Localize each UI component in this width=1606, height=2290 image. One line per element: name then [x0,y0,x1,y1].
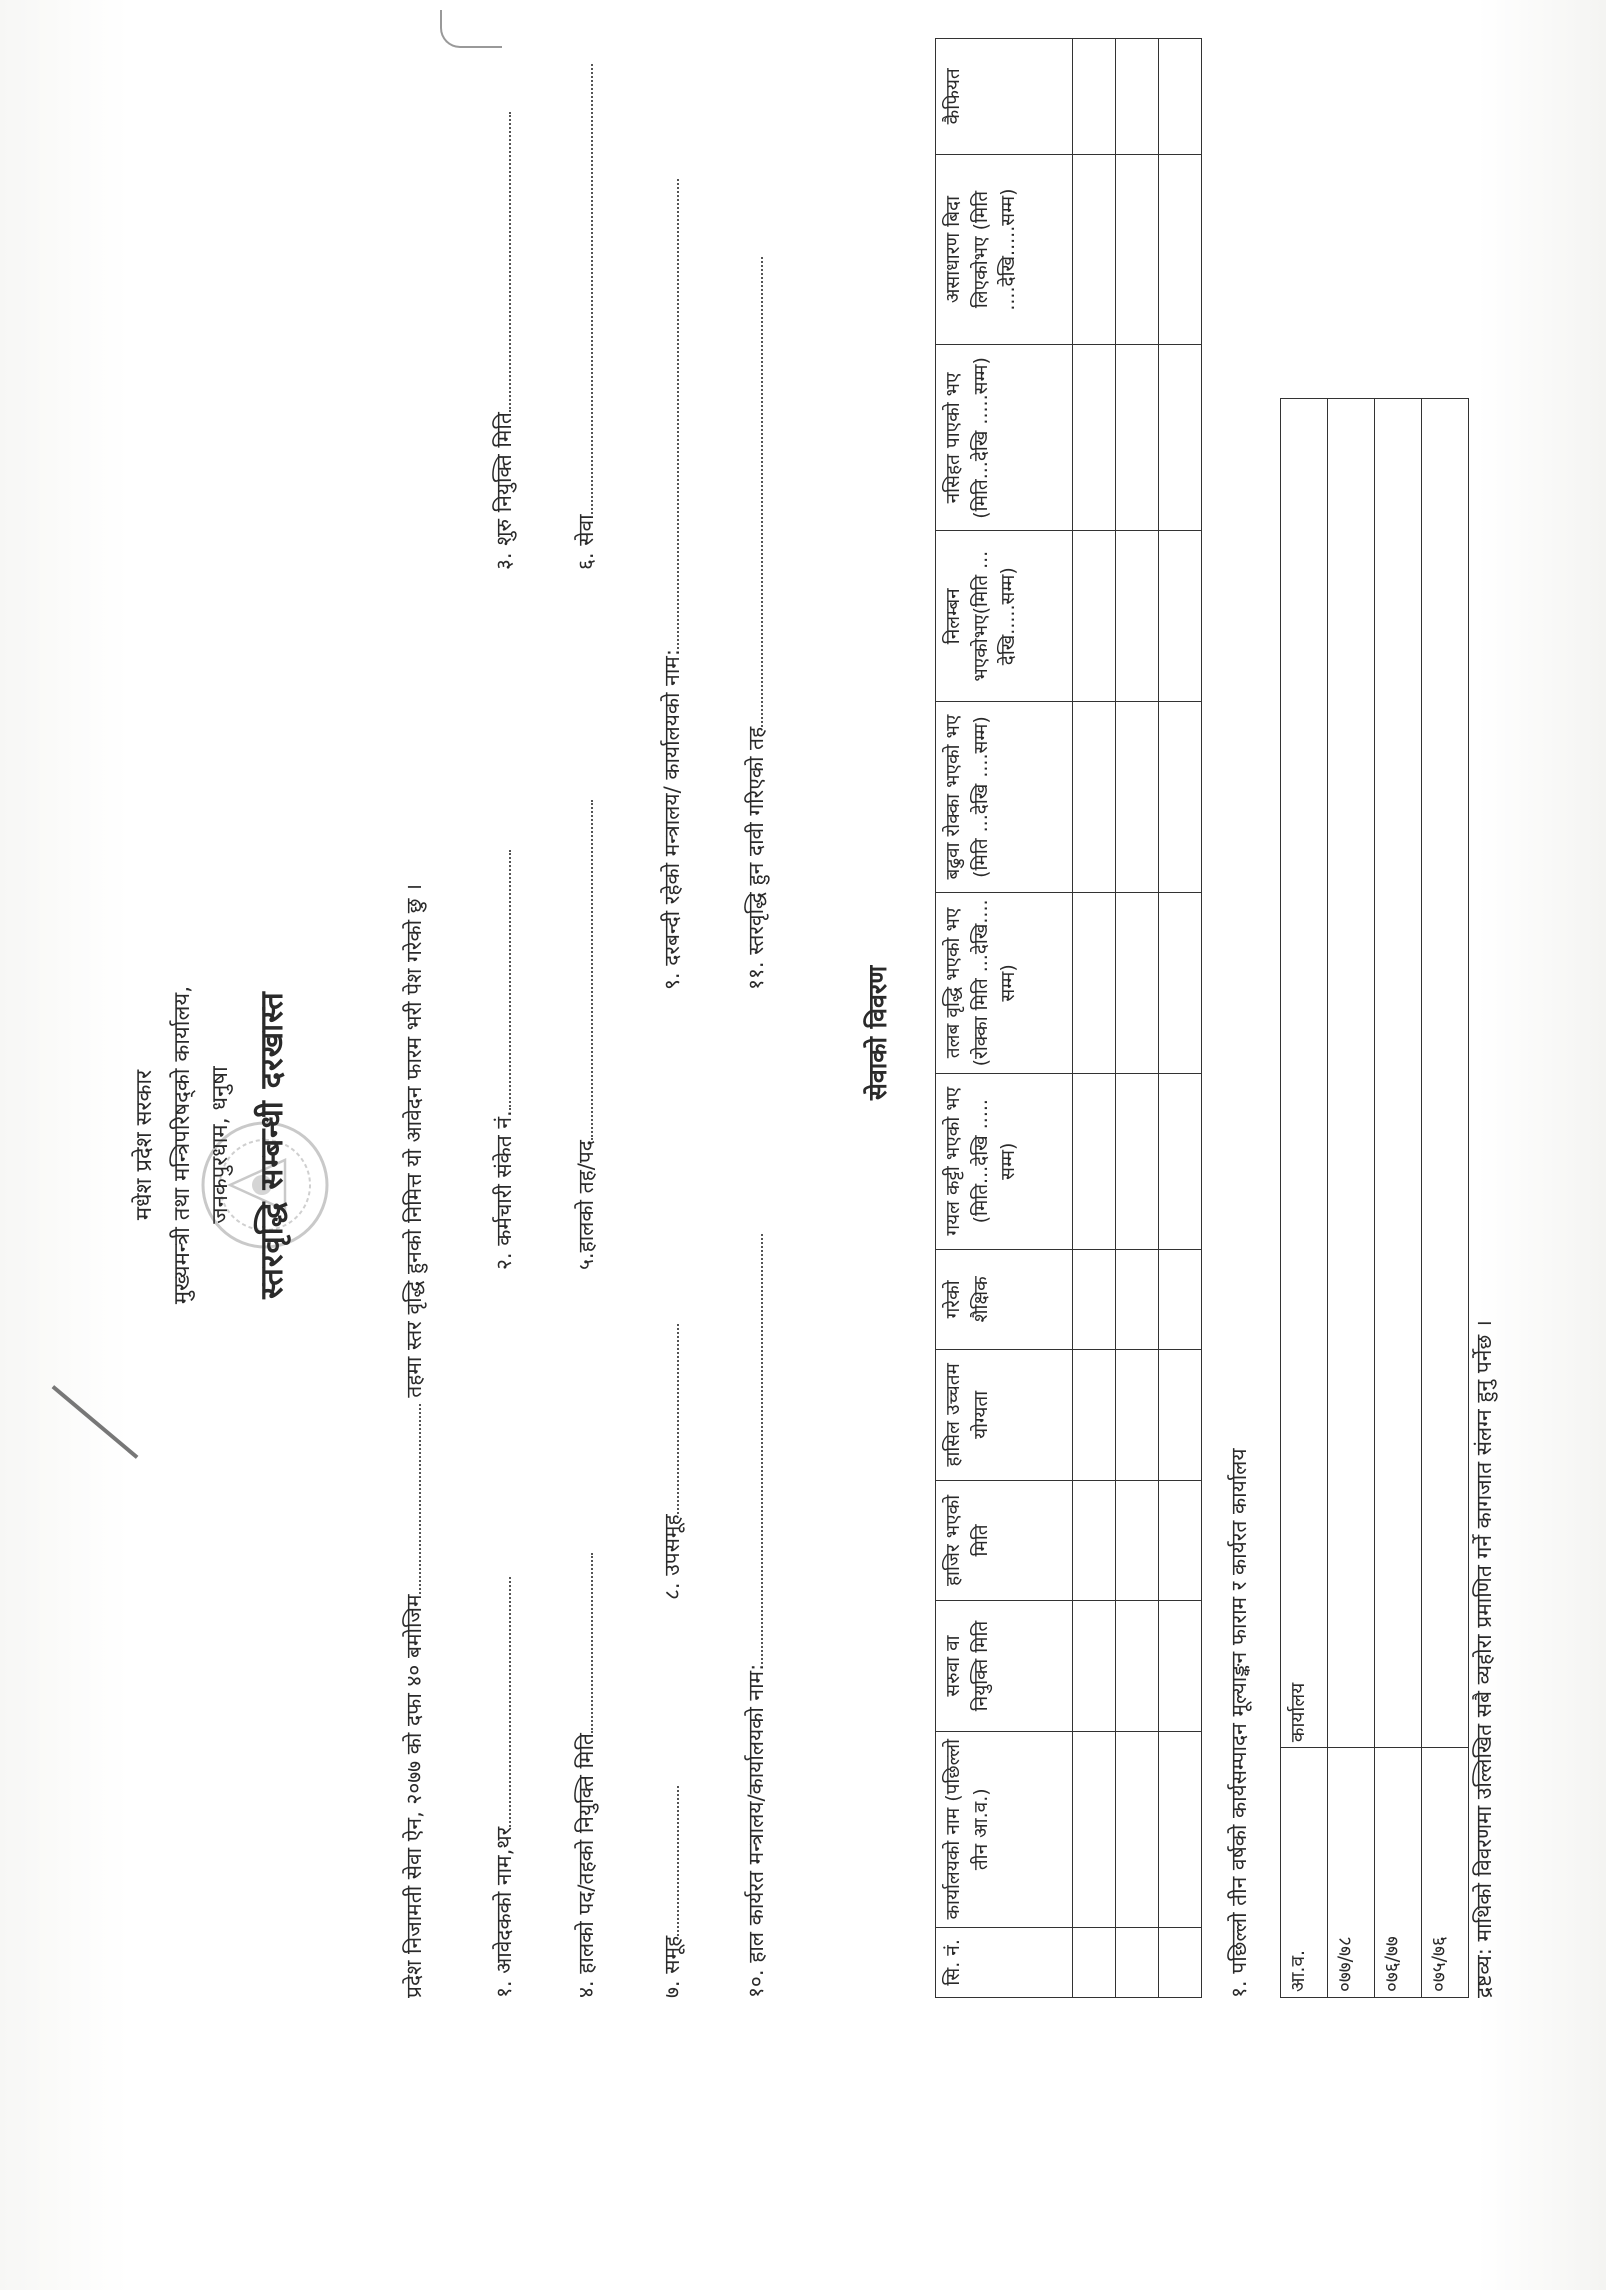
field-current-post-date [572,1553,600,1998]
table-row [1422,399,1469,1998]
table-cell[interactable] [1159,39,1202,155]
col-header-transfer-date: सरुवा वा नियुक्ति मिति [936,1601,1073,1732]
field-label: ३. शुरु नियुक्ति मिति [492,412,516,570]
table-cell[interactable] [1073,1731,1116,1927]
table-cell[interactable] [1159,1731,1202,1927]
table-cell[interactable] [1116,531,1159,702]
office-cell[interactable] [1375,399,1422,1748]
col-header-salary-increment: तलब वृद्धि भएको भए (रोक्का मिति ...देखि.... सम्म) [936,892,1073,1073]
field-label: ६. सेवा [574,514,598,570]
table-cell[interactable] [1116,1927,1159,1997]
col-header-office-name: कार्यालयको नाम (पछिल्लो तीन आ.व.) [936,1731,1073,1927]
field-label: १०. हाल कार्यरत मन्त्रालय/कार्यालयको नाम: [744,1663,768,1998]
col-header-fiscal-year: आ.व. [1281,1748,1328,1998]
form-title: स्तरवृद्धि सम्बन्धी दरखास्त [254,991,290,1299]
header-office: मुख्यमन्त्री तथा मन्त्रिपरिषद्को कार्यालय, [170,985,195,1305]
table-cell[interactable] [1159,1350,1202,1481]
col-header-office: कार्यालय [1281,399,1328,1748]
table-cell[interactable] [1116,1480,1159,1601]
table-cell[interactable] [1116,1601,1159,1732]
field-label: ९. दरबन्दी रहेको मन्त्रालय/ कार्यालयको नाम: [660,649,684,990]
field-label: ११. स्तरवृद्धि हुन दावी गरिएको तह [744,726,768,990]
service-details-heading: सेवाको विवरण [863,965,892,1100]
service-details-table [935,38,1202,1998]
table-cell[interactable] [1073,154,1116,345]
intro-part-1: प्रदेश निजामती सेवा ऐन, २०७७ को दफा ४० बमोजिम [402,1594,426,1998]
fill-line[interactable] [575,800,593,1140]
evaluation-note: १. पछिल्लो तीन वर्षको कार्यसम्पादन मूल्याङ्कन फाराम र कार्यरत कार्यालय [1227,1448,1251,1998]
office-cell[interactable] [1422,399,1469,1748]
table-cell[interactable] [1116,892,1159,1073]
evaluation-table [1280,398,1469,1998]
field-label: ७. समूह [660,1935,684,1998]
table-cell[interactable] [1116,702,1159,893]
table-cell[interactable] [1116,1249,1159,1349]
fill-line[interactable] [745,1234,763,1664]
col-header-suspension: निलम्बन भएकोभए(मिति ... देखि.....सम्म) [936,531,1073,702]
table-cell[interactable] [1073,1249,1116,1349]
table-cell[interactable] [1073,1073,1116,1249]
table-cell[interactable] [1073,531,1116,702]
field-quota-office [658,179,686,990]
fill-line[interactable] [661,1324,679,1514]
table-cell[interactable] [1073,1927,1116,1997]
table-row [1328,399,1375,1998]
table-cell[interactable] [1159,1249,1202,1349]
header-location: जनकपुरधाम, धनुषा [208,1066,233,1224]
field-claimed-level [742,257,770,990]
fiscal-year-cell: ०७६/७७ [1375,1748,1422,1998]
intro-part-2: तहमा स्तर वृद्धि हुनको निमित्त यो आवेदन फारम भरी पेश गरेको छु । [402,883,426,1398]
table-cell[interactable] [1073,39,1116,155]
office-cell[interactable] [1328,399,1375,1748]
fill-line[interactable] [493,1577,511,1827]
table-cell[interactable] [1073,1601,1116,1732]
fill-line[interactable] [745,257,763,727]
table-cell[interactable] [1159,702,1202,893]
field-label: २. कर्मचारी संकेत नं. [492,1110,516,1270]
act-level-dots [403,1404,421,1594]
col-header-absence-deduction: गयल कट्टी भएको भए (मिति...देखि ..... सम्म) [936,1073,1073,1249]
fiscal-year-cell: ०७७/७८ [1328,1748,1375,1998]
table-cell[interactable] [1073,702,1116,893]
col-header-qualification: हासिल उच्चतम योग्यता [936,1350,1073,1481]
table-cell[interactable] [1159,1073,1202,1249]
intro-line [400,884,428,1998]
table-cell[interactable] [1159,1601,1202,1732]
col-header-educational: गरेको शैक्षिक [936,1249,1073,1349]
fill-line[interactable] [661,179,679,649]
col-header-serial: सि. नं. [936,1927,1073,1997]
header-government: मधेश प्रदेश सरकार [132,1069,157,1221]
table-cell[interactable] [1159,531,1202,702]
col-header-extraordinary-leave: असाधारण बिदा लिएकोभए (मिति ....देखि.....सम्म) [936,154,1073,345]
table-row [1116,39,1159,1998]
col-header-remarks: कैफियत [936,39,1073,155]
field-employee-code [490,850,518,1270]
table-cell[interactable] [1073,1350,1116,1481]
field-label: १. आवेदकको नाम,थर [492,1826,516,1998]
field-service [572,64,600,570]
table-cell[interactable] [1116,1731,1159,1927]
field-label: ५.हालको तह/पद [574,1140,598,1270]
field-first-appointment [490,112,518,570]
table-cell[interactable] [1116,39,1159,155]
fill-line[interactable] [493,112,511,412]
table-cell[interactable] [1159,154,1202,345]
table-cell[interactable] [1159,1927,1202,1997]
table-cell[interactable] [1159,345,1202,531]
fill-line[interactable] [575,64,593,514]
table-row [1159,39,1202,1998]
field-applicant-name [490,1577,518,1998]
col-header-promotion-hold: बढुवा रोक्का भएको भए (मिति ...देखि ....सम्म) [936,702,1073,893]
field-current-level [572,800,600,1270]
table-cell[interactable] [1116,1073,1159,1249]
footnote: द्रष्टव्य: माथिको विवरणमा उल्लिखित सबै व्यहोरा प्रमाणित गर्ने कागजात संलग्न हुनु पर्नेछ । [1472,1320,1496,1998]
table-row [1073,39,1116,1998]
table-row [1281,399,1328,1998]
field-label: ४. हालको पद/तहको नियुक्ति मिति [574,1733,598,1998]
col-header-attendance-date: हाजिर भएको मिति [936,1480,1073,1601]
table-cell[interactable] [1159,892,1202,1073]
fill-line[interactable] [575,1553,593,1733]
table-cell[interactable] [1116,345,1159,531]
table-cell[interactable] [1159,1480,1202,1601]
field-subgroup [658,1324,686,1600]
field-current-office [742,1234,770,1998]
service-table-header-row [936,39,1073,1998]
table-cell[interactable] [1073,345,1116,531]
table-cell[interactable] [1073,892,1116,1073]
fill-line[interactable] [661,1786,679,1936]
table-row [1375,399,1422,1998]
field-group [658,1786,686,1998]
table-cell[interactable] [1116,1350,1159,1481]
field-label: ८. उपसमूह [660,1514,684,1600]
table-cell[interactable] [1073,1480,1116,1601]
fiscal-year-cell: ०७५/७६ [1422,1748,1469,1998]
fill-line[interactable] [493,850,511,1110]
table-cell[interactable] [1116,154,1159,345]
col-header-warning: नसिहत पाएको भए (मिति...देखि .....सम्म) [936,345,1073,531]
